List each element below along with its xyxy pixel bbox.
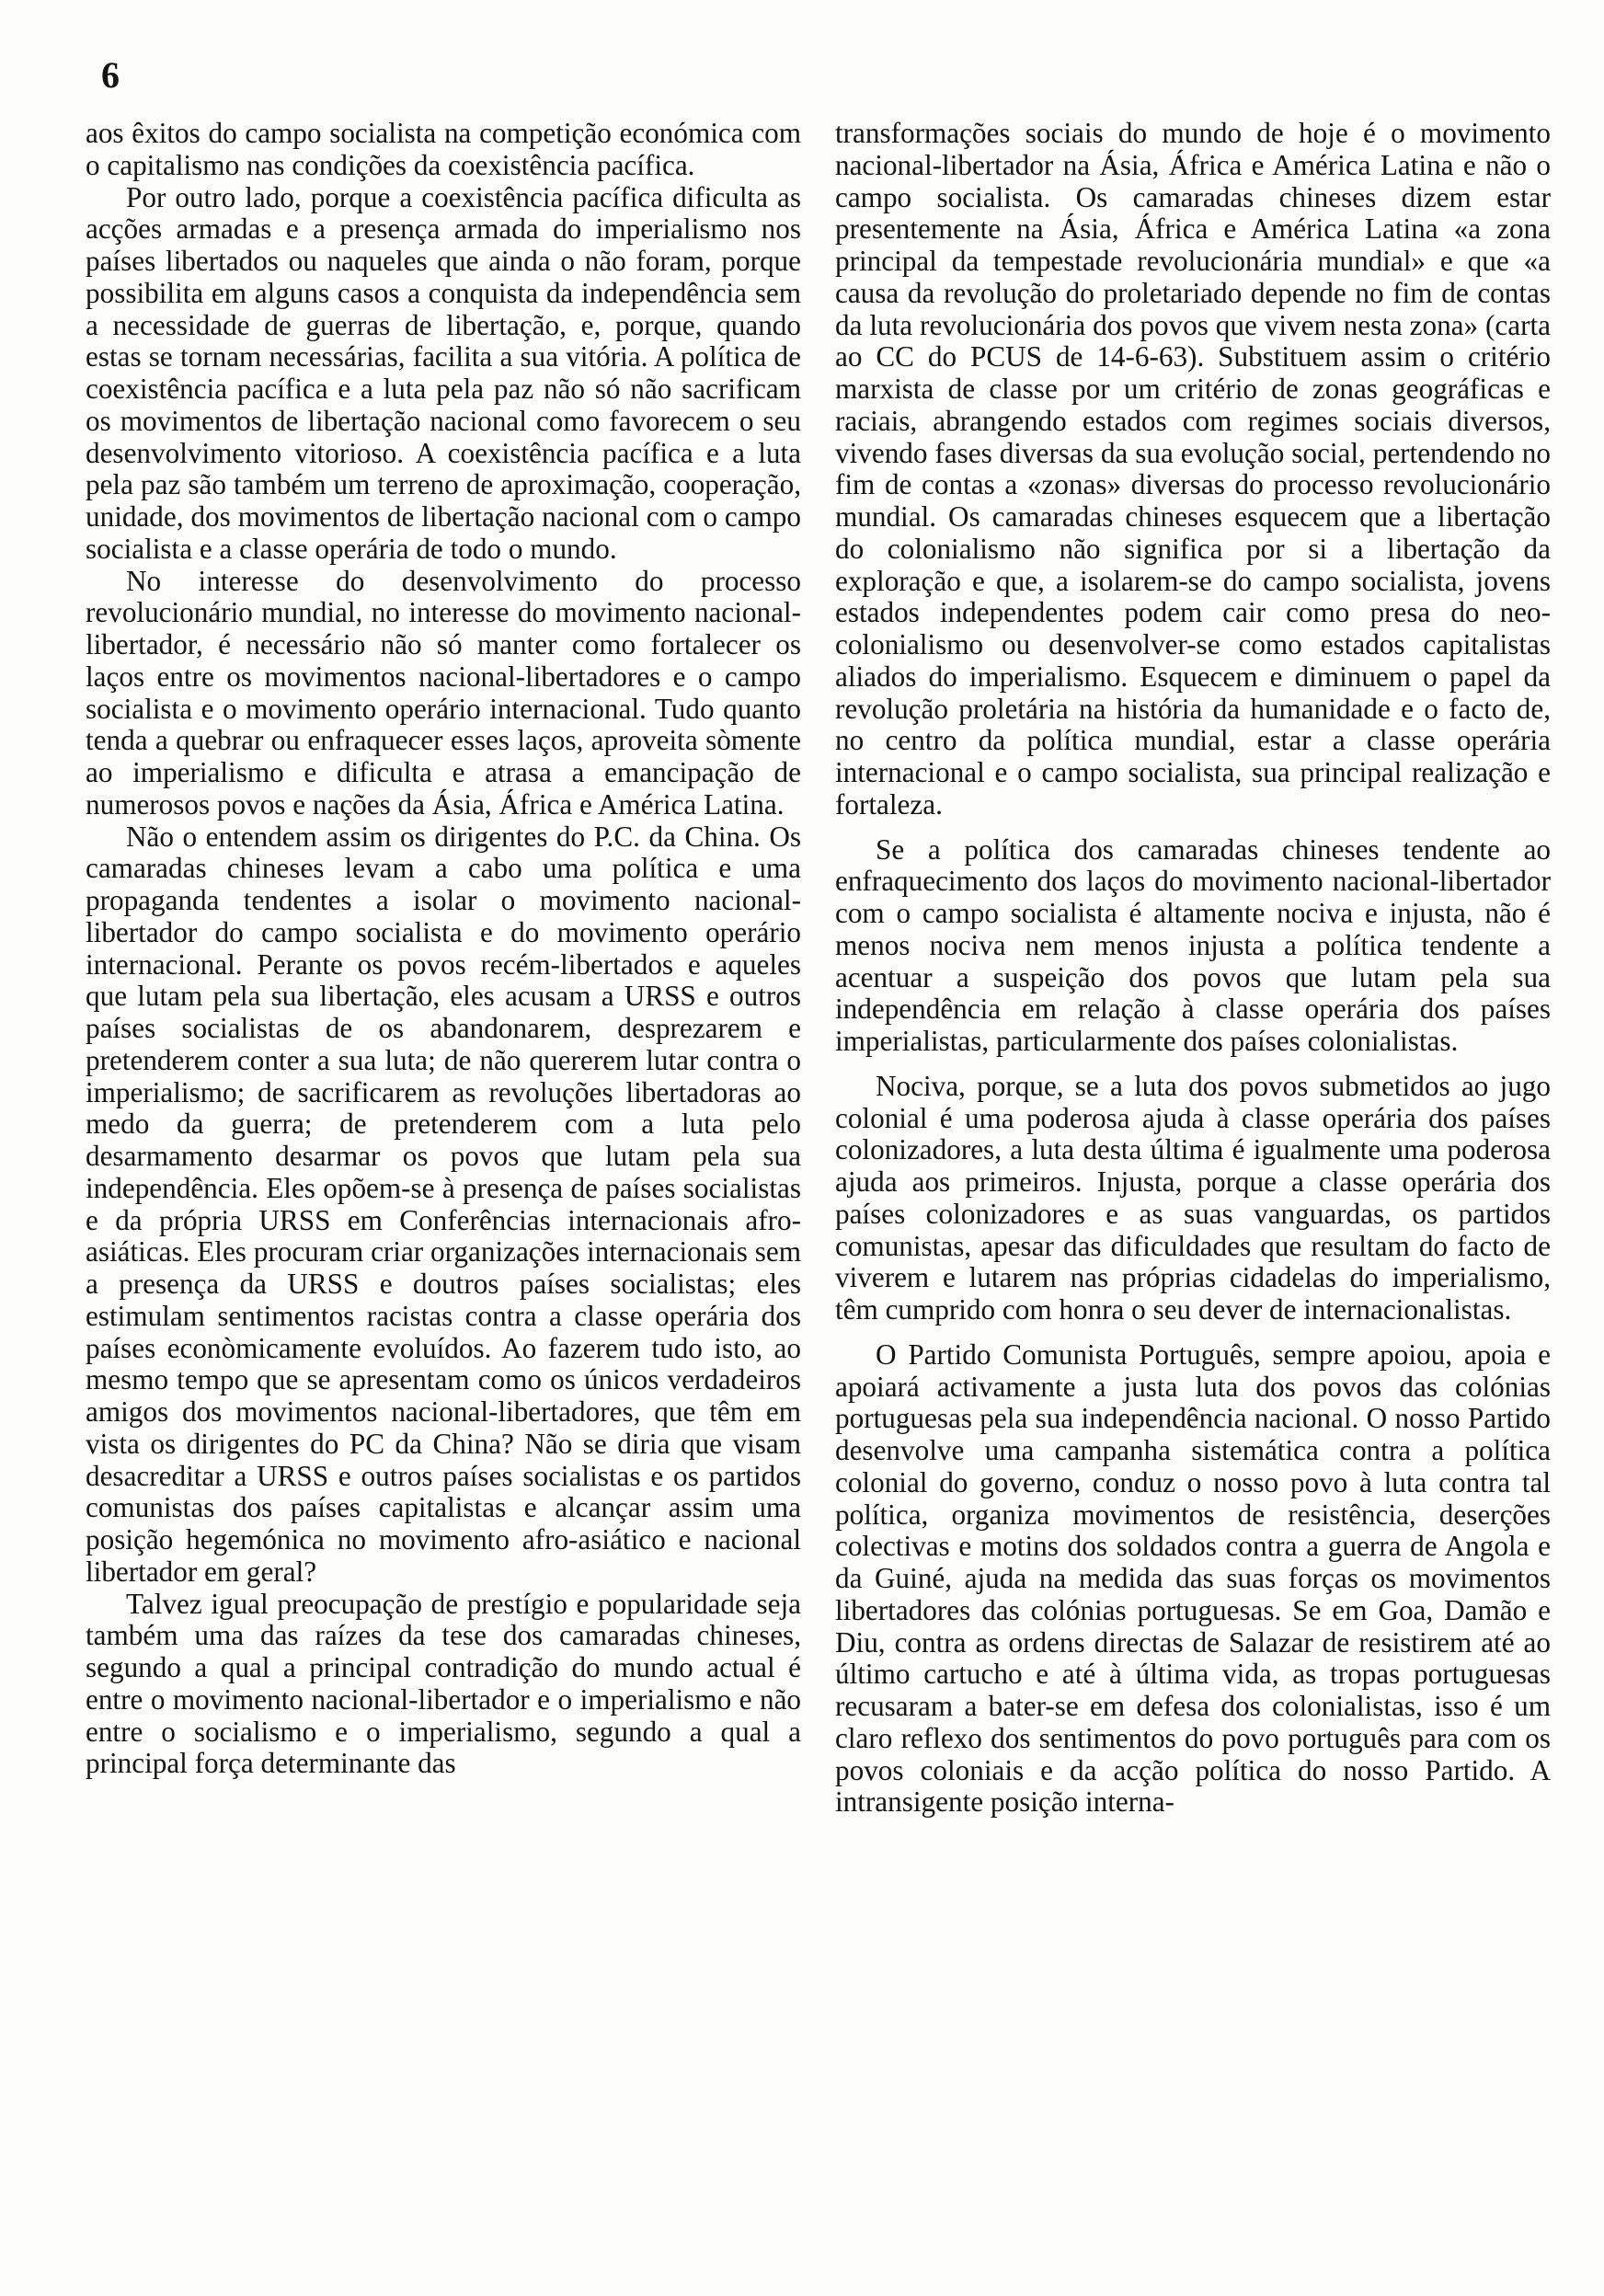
- left-paragraph-4: Não o entendem assim os dirigentes do P.C. da China. Os camaradas chineses levam a cabo uma política e uma propaganda tendentes a isolar o movimento nacional-libertador do campo socialista e do movimento operário internacional. Perante os povos recém-libertados e aqueles que lutam pela sua libertação, eles acusam a URSS e outros países socialistas de os abandonarem, desprezarem e pretenderem conter a sua luta; de não quererem lutar contra o imperialismo; de sacrificarem as revoluções libertadoras ao medo da guerra; de pretenderem com a luta pelo desarmamento desarmar os povos que lutam pela sua independência. Eles opõem-se à presença de países socialistas e da própria URSS em Conferências internacionais afro-asiáticas. Eles procuram criar organizações internacionais sem a presença da URSS e doutros países socialistas; eles estimulam sentimentos racistas contra a classe operária dos países econòmicamente evoluídos. Ao fazerem tudo isto, ao mesmo tempo que se apresentam como os únicos verdadeiros amigos dos movimentos nacional-libertadores, que têm em vista os dirigentes do PC da China? Não se diria que visam desacreditar a URSS e outros países socialistas e os partidos comunistas dos países capitalistas e alcançar assim uma posição hegemónica no movimento afro-asiático e nacional libertador em geral?: [86, 820, 801, 1588]
- left-paragraph-3: No interesse do desenvolvimento do processo revolucionário mundial, no interesse do movimento nacional-libertador, é necessário não só manter como fortalecer os laços entre os movimentos nacional-libertadores e o campo socialista e o movimento operário internacional. Tudo quanto tenda a quebrar ou enfraquecer esses laços, aproveita sòmente ao imperialismo e dificulta e atrasa a emancipação de numerosos povos e nações da Ásia, África e América Latina.: [86, 564, 801, 821]
- right-paragraph-2: Se a política dos camaradas chineses tendente ao enfraquecimento dos laços do movimento nacional-libertador com o campo socialista é altamente nociva e injusta, não é menos nociva nem menos injusta a política tendente a acentuar a suspeição dos povos que lutam pela sua independência em relação à classe operária dos países imperialistas, particularmente dos países colonialistas.: [835, 832, 1551, 1057]
- right-paragraph-4: O Partido Comunista Português, sempre apoiou, apoia e apoiará activamente a justa luta dos povos das colónias portuguesas pela sua independência nacional. O nosso Partido desenvolve uma campanha sistemática contra a política colonial do governo, conduz o nosso povo à luta contra tal política, organiza movimentos de resistência, deserções colectivas e motins dos soldados contra a guerra de Angola e da Guiné, ajuda na medida das suas forças os movimentos libertadores das colónias portuguesas. Se em Goa, Damão e Diu, contra as ordens directas de Salazar de resistirem até ao último cartucho e até à última vida, as tropas portuguesas recusaram a bater-se em defesa dos colonialistas, isso é um claro reflexo dos sentimentos do povo português para com os povos coloniais e da acção política do nosso Partido. A intransigente posição interna-: [835, 1337, 1551, 1819]
- left-paragraph-5: Talvez igual preocupação de prestígio e popularidade seja também uma das raízes da tese dos camaradas chineses, segundo a qual a principal contradição do mundo actual é entre o movimento nacional-libertador e o imperialismo e não entre o socialismo e o imperialismo, segundo a qual a principal força determinante das: [86, 1587, 801, 1780]
- left-paragraph-2: Por outro lado, porque a coexistência pacífica dificulta as acções armadas e a presença armada do imperialismo nos países libertados ou naqueles que ainda o não foram, porque possibilita em alguns casos a conquista da independência sem a necessidade de guerras de libertação, e, porque, quando estas se tornam necessárias, facilita a sua vitória. A política de coexistência pacífica e a luta pela paz não só não sacrificam os movimentos de libertação nacional como favorecem o seu desenvolvimento vitorioso. A coexistência pacífica e a luta pela paz são também um terreno de aproximação, cooperação, unidade, dos movimentos de libertação nacional com o campo socialista e a classe operária de todo o mundo.: [86, 180, 801, 565]
- page-number: 6: [101, 54, 120, 96]
- right-column: [835, 118, 1551, 1819]
- left-paragraph-1: aos êxitos do campo socialista na competição económica com o capitalismo nas condições da coexistência pacífica.: [86, 117, 801, 181]
- right-paragraph-1: transformações sociais do mundo de hoje é o movimento nacional-libertador na Ásia, África e América Latina e não o campo socialista. Os camaradas chineses dizem estar presentemente na Ásia, África e América Latina «a zona principal da tempestade revolucionária mundial» e que «a causa da revolução do proletariado depende no fim de contas da luta revolucionária dos povos que vivem nesta zona» (carta ao CC do PCUS de 14-6-63). Substituem assim o critério marxista de classe por um critério de zonas geográficas e raciais, abrangendo estados com regimes sociais diversos, vivendo fases diversas da sua evolução social, pertendendo no fim de contas a «zonas» diversas do processo revolucionário mundial. Os camaradas chineses esquecem que a libertação do colonialismo não significa por si a libertação da exploração e que, a isolarem-se do campo socialista, jovens estados independentes podem cair como presa do neo-colonialismo ou desenvolver-se como estados capitalistas aliados do imperialismo. Esquecem e diminuem o papel da revolução proletária na história da humanidade e o facto de, no centro da política mundial, estar a classe operária internacional e o campo socialista, sua principal realização e fortaleza.: [835, 117, 1551, 821]
- right-paragraph-3: Nociva, porque, se a luta dos povos submetidos ao jugo colonial é uma poderosa ajuda à classe operária dos países colonizadores, a luta desta última é igualmente uma poderosa ajuda aos primeiros. Injusta, porque a classe operária dos países colonizadores e as suas vanguardas, os partidos comunistas, apesar das dificuldades que resultam do facto de viverem e lutarem nas próprias cidadelas do imperialismo, têm cumprido com honra o seu dever de internacionalistas.: [835, 1069, 1551, 1326]
- left-column: [86, 118, 801, 1780]
